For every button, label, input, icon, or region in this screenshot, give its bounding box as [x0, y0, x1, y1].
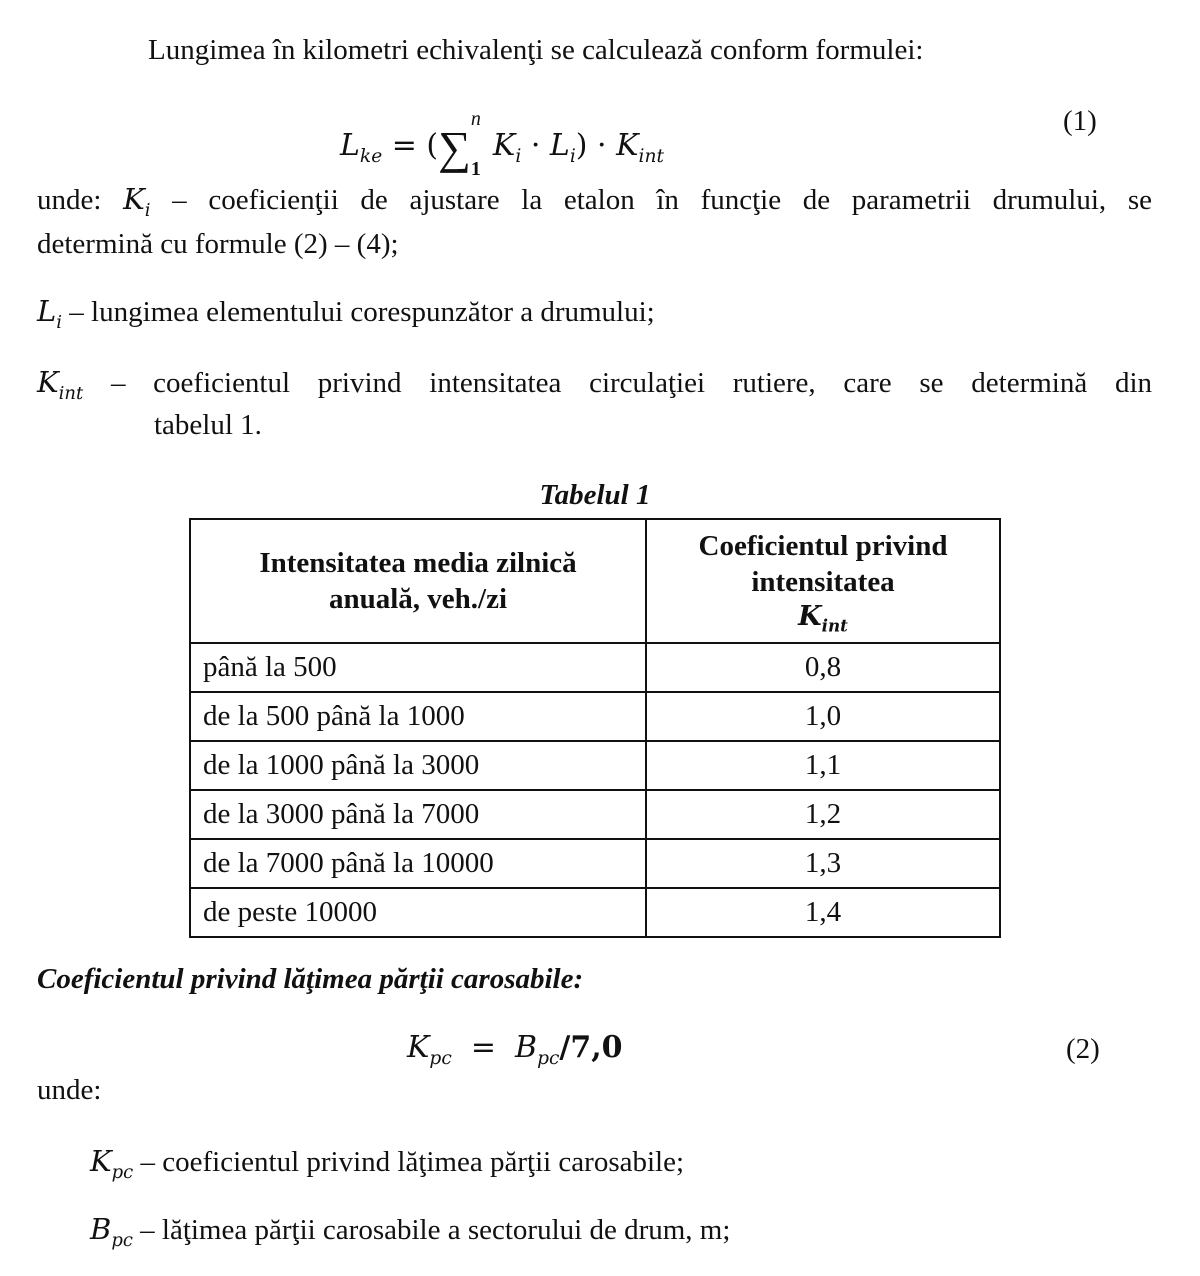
header-col-coefficient	[646, 519, 1000, 643]
intro-text: Lungimea în kilometri echivalenţi se calculează conform formulei:	[148, 34, 924, 66]
table-cell-range: de peste 10000	[190, 888, 646, 937]
def-bpc-symbol: B	[90, 1212, 112, 1246]
formula-2	[407, 1030, 623, 1069]
table-cell-value: 1,1	[646, 741, 1000, 790]
header-col2-line1: Coeficientul privind	[698, 529, 948, 562]
close-paren: ) ·	[575, 128, 617, 163]
table-row	[190, 643, 1000, 692]
term-k-sub: i	[515, 146, 522, 167]
table-cell-range: de la 1000 până la 3000	[190, 741, 646, 790]
formula-2-eq: =	[451, 1030, 516, 1065]
formula-2-lhs: K	[407, 1030, 430, 1065]
header-col-intensity	[190, 519, 646, 643]
sum-upper: n	[470, 108, 481, 131]
table-cell-value: 1,2	[646, 790, 1000, 839]
header-col1-line1: Intensitatea media zilnică	[259, 546, 577, 579]
def-li-sub: i	[56, 311, 63, 333]
table-cell-value: 0,8	[646, 643, 1000, 692]
table-cell-value: 1,4	[646, 888, 1000, 937]
def-ki-line2: determină cu formule (2) – (4);	[37, 228, 399, 260]
sum-lower: 1	[470, 158, 481, 181]
def-li	[37, 294, 655, 333]
def-kint-line1	[37, 365, 1152, 404]
section-heading: Coeficientul privind lăţimea părţii carosabile:	[37, 963, 584, 995]
header-col2-sub: int	[821, 615, 848, 636]
formula-1-lhs: L	[340, 128, 360, 163]
def-kpc	[90, 1144, 685, 1183]
def-bpc	[90, 1212, 731, 1251]
def-kint-symbol: K	[37, 365, 59, 399]
def-kpc-symbol: K	[90, 1144, 112, 1178]
header-col2-line2: intensitatea	[751, 566, 895, 599]
sum-symbol: ∑	[438, 122, 471, 173]
intensity-table	[189, 518, 1001, 938]
term-k: K	[492, 128, 516, 163]
table-cell-value: 1,0	[646, 692, 1000, 741]
def-ki-prefix: unde:	[37, 184, 124, 216]
table-cell-range: de la 3000 până la 7000	[190, 790, 646, 839]
formula-2-rhs-sub: pc	[537, 1048, 560, 1069]
def-ki-line1	[37, 182, 1152, 221]
table-cell-value: 1,3	[646, 839, 1000, 888]
header-col2-sym: K	[798, 601, 822, 633]
table-row	[190, 888, 1000, 937]
def-kpc-text: – coeficientul privind lăţimea părţii carosabile;	[133, 1146, 685, 1178]
def-bpc-sub: pc	[111, 1229, 133, 1251]
formula-2-number: (2)	[1066, 1033, 1100, 1065]
term-l-sub: i	[569, 146, 576, 167]
header-col2-symbol	[647, 600, 999, 634]
table-row	[190, 692, 1000, 741]
unde-label: unde:	[37, 1074, 102, 1106]
def-ki-symbol: K	[123, 182, 145, 216]
table-caption: Tabelul 1	[539, 479, 651, 511]
formula-1	[340, 108, 664, 181]
def-ki-text: – coeficienţii de ajustare la etalon în funcţie de parametrii drumului, se	[150, 184, 1152, 216]
formula-1-eq: = (	[382, 128, 439, 163]
table-row	[190, 790, 1000, 839]
formula-2-rhs: B	[515, 1030, 538, 1065]
dot-1: ·	[521, 128, 550, 163]
table-cell-range: de la 500 până la 1000	[190, 692, 646, 741]
formula-1-number: (1)	[1063, 105, 1097, 137]
sum-limits	[470, 108, 493, 181]
table-header-row	[190, 519, 1000, 643]
def-kint-sub: int	[58, 382, 84, 404]
header-col1-line2: anuală, veh./zi	[328, 583, 508, 615]
formula-2-rest: /7,0	[559, 1030, 623, 1065]
def-bpc-text: – lăţimea părţii carosabile a sectorului de drum, m;	[132, 1214, 731, 1246]
formula-1-lhs-sub: ke	[359, 146, 383, 167]
def-kpc-sub: pc	[111, 1161, 134, 1183]
def-ki-sub: i	[144, 199, 151, 221]
def-kint-text: – coeficientul privind intensitatea circulaţiei rutiere, care se determină din	[83, 367, 1152, 399]
term-l: L	[549, 128, 570, 163]
table-cell-range: până la 500	[190, 643, 646, 692]
def-kint-line2: tabelul 1.	[154, 409, 262, 441]
table-row	[190, 839, 1000, 888]
formula-2-lhs-sub: pc	[429, 1048, 452, 1069]
kint-sub: int	[638, 146, 664, 167]
def-li-symbol: L	[37, 294, 57, 328]
def-li-text: – lungimea elementului corespunzător a drumului;	[62, 296, 655, 328]
table-row	[190, 741, 1000, 790]
kint: K	[616, 128, 639, 163]
table-cell-range: de la 7000 până la 10000	[190, 839, 646, 888]
